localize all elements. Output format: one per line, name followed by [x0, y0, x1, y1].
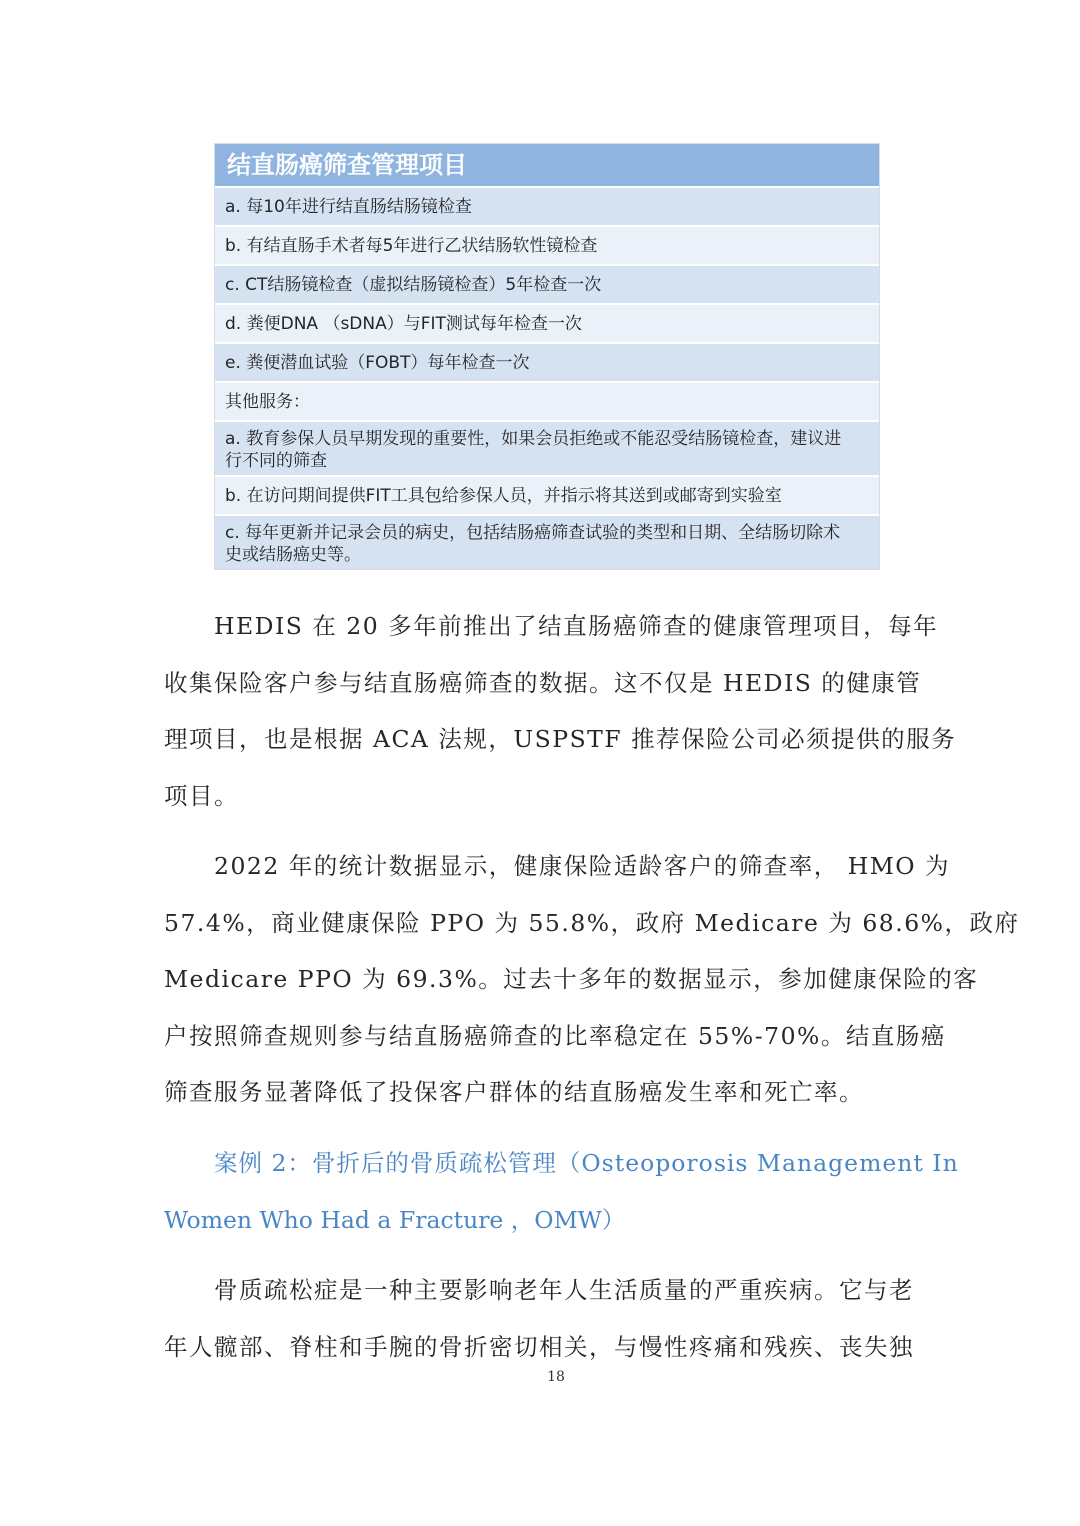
- table-row: [215, 422, 879, 475]
- table-row: [215, 477, 879, 514]
- page-number: 18: [547, 1369, 565, 1385]
- table-row-text: 其他服务：: [225, 391, 310, 412]
- table-row-text: e. 粪便潜血试验（FOBT）每年检查一次: [225, 352, 530, 373]
- table-row-text-line: 行不同的筛查: [225, 451, 327, 471]
- table-row-text: c. CT结肠镜检查（虚拟结肠镜检查）5年检查一次: [225, 274, 602, 295]
- table-row-other-services: [215, 383, 879, 420]
- table-row-text: a. 每10年进行结直肠结肠镜检查: [225, 196, 472, 217]
- table-row: [215, 266, 879, 303]
- table-row: [215, 516, 879, 569]
- heading-line: 案例 2：骨折后的骨质疏松管理（Osteoporosis Management In: [214, 1149, 959, 1177]
- text-line: 年人髋部、脊柱和手腕的骨折密切相关，与慢性疼痛和残疾、丧失独: [164, 1332, 914, 1361]
- screening-table: [214, 143, 880, 570]
- text-line: 户按照筛查规则参与结直肠癌筛查的比率稳定在 55%-70%。结直肠癌: [164, 1021, 946, 1050]
- text-line: 收集保险客户参与结直肠癌筛查的数据。这不仅是 HEDIS 的健康管: [164, 668, 922, 697]
- table-row-text-line: a. 教育参保人员早期发现的重要性，如果会员拒绝或不能忍受结肠镜检查，建议进: [225, 429, 842, 449]
- paragraph-osteoporosis: [164, 1262, 916, 1375]
- table-title: 结直肠癌筛查管理项目: [215, 144, 879, 188]
- table-row-text: b. 在访问期间提供FIT工具包给参保人员，并指示将其送到或邮寄到实验室: [225, 485, 782, 506]
- text-line: 2022 年的统计数据显示，健康保险适龄客户的筛查率， HMO 为: [214, 852, 951, 880]
- case-heading: [164, 1135, 959, 1248]
- paragraph-hedis: [164, 598, 957, 824]
- text-line: 筛查服务显著降低了投保客户群体的结直肠癌发生率和死亡率。: [164, 1078, 864, 1106]
- text-line: 理项目，也是根据 ACA 法规，USPSTF 推荐保险公司必须提供的服务: [164, 725, 957, 753]
- table-row: [215, 227, 879, 264]
- table-row-text-line: 史或结肠癌史等。: [225, 545, 361, 565]
- text-line: 57.4%，商业健康保险 PPO 为 55.8%，政府 Medicare 为 68.6%，政府: [164, 908, 1020, 937]
- table-row-text-line: c. 每年更新并记录会员的病史，包括结肠癌筛查试验的类型和日期、全结肠切除术: [225, 523, 841, 543]
- table-row: [215, 188, 879, 225]
- heading-line: Women Who Had a Fracture ，OMW）: [164, 1205, 626, 1234]
- table-row: [215, 305, 879, 342]
- table-row-text: b. 有结直肠手术者每5年进行乙状结肠软性镜检查: [225, 235, 598, 256]
- paragraph-statistics: [164, 838, 1020, 1121]
- text-line: 骨质疏松症是一种主要影响老年人生活质量的严重疾病。它与老: [214, 1276, 914, 1304]
- table-row: [215, 344, 879, 381]
- text-line: Medicare PPO 为 69.3%。过去十多年的数据显示，参加健康保险的客: [164, 965, 979, 993]
- text-line: HEDIS 在 20 多年前推出了结直肠癌筛查的健康管理项目，每年: [214, 612, 939, 640]
- table-row-text: d. 粪便DNA （sDNA）与FIT测试每年检查一次: [225, 313, 582, 334]
- text-line: 项目。: [164, 781, 239, 810]
